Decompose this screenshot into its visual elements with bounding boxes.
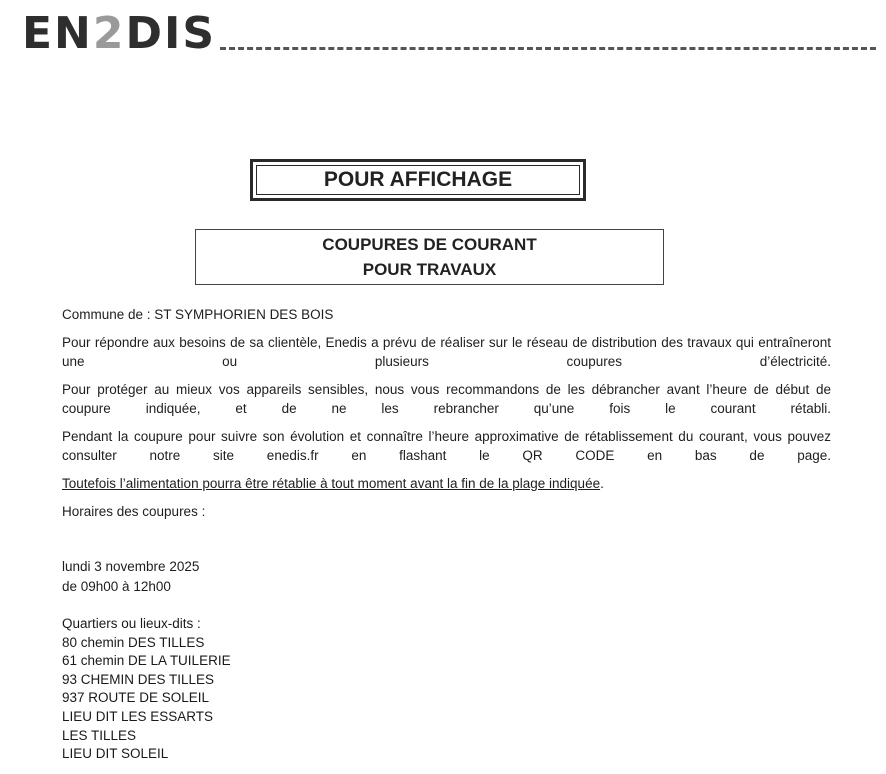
warning-line	[62, 474, 604, 493]
paragraph-2: Pour protéger au mieux vos appareils sensibles, nous vous recommandons de les débrancher avant l’heure de début de coupure indiquée, et de ne les rebrancher qu’une fois le courant rétabli.	[62, 382, 831, 416]
location-item: 61 chemin DE LA TUILERIE	[62, 653, 231, 669]
outage-date: lundi 3 novembre 2025	[62, 559, 200, 574]
subtitle-line-1: COUPURES DE COURANT	[322, 235, 537, 254]
location-item: LIEU DIT LES ESSARTS	[62, 708, 214, 724]
enedis-logo: EN2DIS	[22, 8, 217, 59]
commune-line: Commune de : ST SYMPHORIEN DES BOIS	[62, 307, 334, 322]
warning-period: .	[600, 476, 604, 491]
display-title-box	[250, 159, 586, 201]
paragraph-3: Pendant la coupure pour suivre son évolution et connaître l’heure approximative de rétablissement du courant, vous pouvez consulter notre site enedis.fr en flashant le QR CODE en bas de page.	[62, 429, 831, 463]
location-item: LES TILLES	[62, 727, 137, 743]
subtitle-box	[195, 229, 664, 285]
outage-time: de 09h00 à 12h00	[62, 579, 171, 594]
location-item: LIEU DIT SOLEIL	[62, 746, 169, 762]
paragraph-1: Pour répondre aux besoins de sa clientèle, Enedis a prévu de réaliser sur le réseau de distribution des travaux qui entraîneront une ou plusieurs coupures d’électricité.	[62, 335, 831, 369]
location-item: 93 CHEMIN DES TILLES	[62, 671, 215, 687]
locations-heading: Quartiers ou lieux-dits :	[62, 616, 201, 631]
warning-text: Toutefois l’alimentation pourra être rétablie à tout moment avant la fin de la plage indiquée	[62, 476, 601, 491]
display-title: POUR AFFICHAGE	[323, 168, 513, 191]
subtitle-line-2: POUR TRAVAUX	[362, 260, 497, 279]
location-item: 937 ROUTE DE SOLEIL	[62, 690, 210, 706]
location-item: 80 chemin DES TILLES	[62, 634, 205, 650]
schedule-heading: Horaires des coupures :	[62, 504, 206, 519]
locations-list	[62, 615, 231, 764]
header-dashed-rule	[220, 47, 876, 50]
